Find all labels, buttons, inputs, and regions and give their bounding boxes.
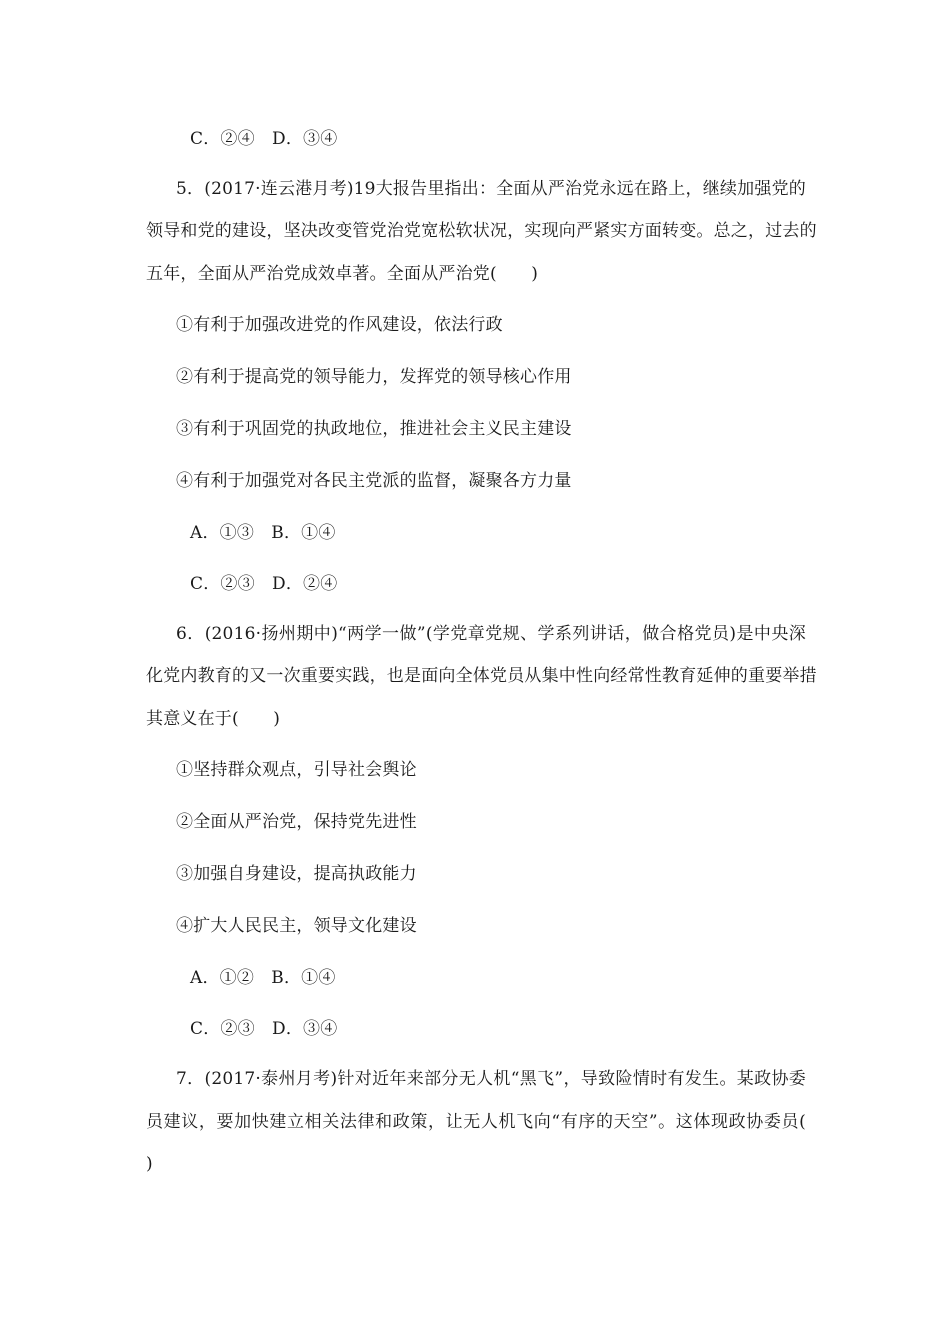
q6-options-ab: A．①② B．①④ [190, 968, 336, 988]
q6-options-cd: C．②③ D．③④ [190, 1019, 338, 1039]
q7-stem-line-3: ) [146, 1154, 153, 1174]
q5-stem-line-3: 五年，全面从严治党成效卓著。全面从严治党( ) [146, 264, 539, 284]
q5-item-3: ③有利于巩固党的执政地位，推进社会主义民主建设 [176, 419, 572, 439]
q6-item-3: ③加强自身建设，提高执政能力 [176, 864, 417, 884]
q6-item-1: ①坚持群众观点，引导社会舆论 [176, 760, 417, 780]
q6-item-4: ④扩大人民民主，领导文化建设 [176, 916, 417, 936]
q6-stem-line-1: 6．(2016·扬州期中)“两学一做”(学党章党规、学系列讲话，做合格党员)是中央深 [176, 624, 806, 644]
q5-options-cd: C．②③ D．②④ [190, 574, 338, 594]
q7-stem-line-1: 7．(2017·泰州月考)针对近年来部分无人机“黑飞”，导致险情时有发生。某政协委 [176, 1069, 806, 1089]
q5-item-2: ②有利于提高党的领导能力，发挥党的领导核心作用 [176, 367, 572, 387]
q5-options-ab: A．①③ B．①④ [190, 523, 336, 543]
q5-item-4: ④有利于加强党对各民主党派的监督，凝聚各方力量 [176, 471, 572, 491]
q5-stem-line-1: 5．(2017·连云港月考)19大报告里指出：全面从严治党永远在路上，继续加强党的 [176, 179, 806, 199]
q6-stem-line-2: 化党内教育的又一次重要实践，也是面向全体党员从集中性向经常性教育延伸的重要举措 [146, 666, 817, 686]
q6-item-2: ②全面从严治党，保持党先进性 [176, 812, 417, 832]
q4-options-cd: C．②④ D．③④ [190, 129, 338, 149]
q5-item-1: ①有利于加强改进党的作风建设，依法行政 [176, 315, 503, 335]
q6-stem-line-3: 其意义在于( ) [146, 709, 281, 729]
q5-stem-line-2: 领导和党的建设，坚决改变管党治党宽松软状况，实现向严紧实方面转变。总之，过去的 [146, 221, 817, 241]
q7-stem-line-2: 员建议，要加快建立相关法律和政策，让无人机飞向“有序的天空”。这体现政协委员( [146, 1112, 806, 1132]
